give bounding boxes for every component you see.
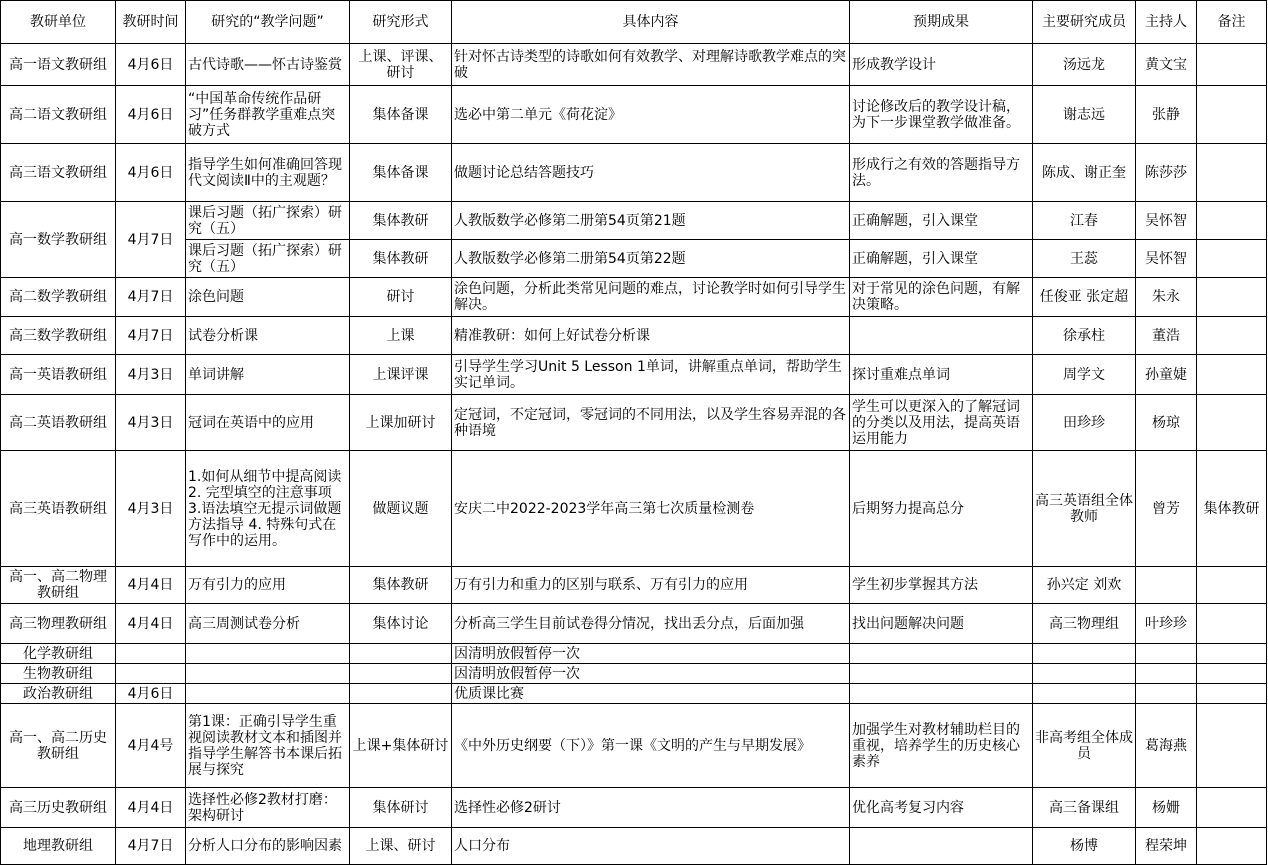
cell-unit: 化学教研组: [1, 644, 116, 664]
cell-unit: 高一语文教研组: [1, 44, 116, 86]
table-row: [1, 684, 1267, 704]
col-header-content: 具体内容: [452, 1, 850, 44]
cell-members: 田珍珍: [1033, 395, 1136, 451]
cell-problem: 1.如何从细节中提高阅读2. 完型填空的注意事项 3.语法填空无提示词做题方法指导 4. 特殊句式在写作中的运用。: [186, 451, 350, 567]
cell-host: [1136, 567, 1197, 604]
table-row: [1, 704, 1267, 788]
cell-problem: [186, 684, 350, 704]
cell-host: 吴怀智: [1136, 240, 1197, 278]
cell-unit: 高二语文教研组: [1, 86, 116, 144]
cell-time: [116, 644, 186, 664]
cell-note: [1197, 317, 1267, 355]
cell-note: [1197, 604, 1267, 644]
cell-content: 引导学生学习Unit 5 Lesson 1单词，讲解重点单词，帮助学生实记单词。: [452, 355, 850, 395]
cell-members: 周学文: [1033, 355, 1136, 395]
cell-result: 形成教学设计: [850, 44, 1033, 86]
cell-note: [1197, 644, 1267, 664]
cell-result: 形成行之有效的答题指导方法。: [850, 144, 1033, 202]
cell-members: 任俊亚 张定超: [1033, 278, 1136, 317]
cell-problem: 第1课：正确引导学生重视阅读教材文本和插图并指导学生解答书本课后拓展与探究: [186, 704, 350, 788]
cell-result: 学生初步掌握其方法: [850, 567, 1033, 604]
cell-time: 4月3日: [116, 355, 186, 395]
cell-problem: 冠词在英语中的应用: [186, 395, 350, 451]
col-header-time: 教研时间: [116, 1, 186, 44]
table-row: [1, 395, 1267, 451]
cell-content: 精准教研：如何上好试卷分析课: [452, 317, 850, 355]
cell-note: [1197, 395, 1267, 451]
cell-host: 董浩: [1136, 317, 1197, 355]
cell-problem: [186, 664, 350, 684]
col-header-form: 研究形式: [350, 1, 452, 44]
cell-form: 研讨: [350, 278, 452, 317]
cell-host: [1136, 644, 1197, 664]
cell-problem: [186, 644, 350, 664]
cell-result: 对于常见的涂色问题，有解决策略。: [850, 278, 1033, 317]
col-header-members: 主要研究成员: [1033, 1, 1136, 44]
cell-note: [1197, 828, 1267, 865]
cell-form: 上课+集体研讨: [350, 704, 452, 788]
cell-members: 徐承柱: [1033, 317, 1136, 355]
cell-host: 叶珍珍: [1136, 604, 1197, 644]
cell-problem: 分析人口分布的影响因素: [186, 828, 350, 865]
col-header-problem: 研究的“教学问题”: [186, 1, 350, 44]
cell-host: 程荣坤: [1136, 828, 1197, 865]
cell-content: 选择性必修2研讨: [452, 788, 850, 828]
cell-host: 杨琼: [1136, 395, 1197, 451]
cell-time: 4月4日: [116, 788, 186, 828]
cell-unit: 高一英语教研组: [1, 355, 116, 395]
cell-content: 《中外历史纲要（下）》第一课《文明的产生与早期发展》: [452, 704, 850, 788]
cell-note: [1197, 355, 1267, 395]
cell-time: 4月6日: [116, 86, 186, 144]
cell-result: 后期努力提高总分: [850, 451, 1033, 567]
cell-content: 人口分布: [452, 828, 850, 865]
cell-members: [1033, 664, 1136, 684]
cell-result: 加强学生对教材辅助栏目的重视，培养学生的历史核心素养: [850, 704, 1033, 788]
cell-form: 上课加研讨: [350, 395, 452, 451]
cell-problem: “中国革命传统作品研习”任务群教学重难点突破方式: [186, 86, 350, 144]
table-row: [1, 144, 1267, 202]
cell-form: [350, 684, 452, 704]
table-row: [1, 278, 1267, 317]
cell-note: [1197, 44, 1267, 86]
cell-time: 4月7日: [116, 828, 186, 865]
table-row: [1, 355, 1267, 395]
cell-note: 集体教研: [1197, 451, 1267, 567]
table-row: [1, 86, 1267, 144]
cell-result: 正确解题，引入课堂: [850, 240, 1033, 278]
cell-content: 涂色问题，分析此类常见问题的难点，讨论教学时如何引导学生解决。: [452, 278, 850, 317]
cell-result: 找出问题解决问题: [850, 604, 1033, 644]
cell-result: [850, 684, 1033, 704]
cell-content: 针对怀古诗类型的诗歌如何有效教学、对理解诗歌教学难点的突破: [452, 44, 850, 86]
header-row: [1, 1, 1267, 44]
col-header-result: 预期成果: [850, 1, 1033, 44]
cell-members: 孙兴定 刘欢: [1033, 567, 1136, 604]
cell-unit: 高二数学教研组: [1, 278, 116, 317]
cell-form: 上课、研讨: [350, 828, 452, 865]
table-row: [1, 644, 1267, 664]
cell-form: 集体教研: [350, 202, 452, 240]
cell-form: 集体研讨: [350, 788, 452, 828]
cell-members: 杨博: [1033, 828, 1136, 865]
cell-note: [1197, 202, 1267, 240]
cell-unit: 高一、高二物理教研组: [1, 567, 116, 604]
cell-note: [1197, 86, 1267, 144]
cell-form: 集体讨论: [350, 604, 452, 644]
cell-problem: 指导学生如何准确回答现代文阅读Ⅱ中的主观题？: [186, 144, 350, 202]
cell-time: 4月7日: [116, 202, 186, 278]
cell-problem: 涂色问题: [186, 278, 350, 317]
cell-time: 4月6日: [116, 684, 186, 704]
cell-result: [850, 828, 1033, 865]
cell-time: [116, 664, 186, 684]
cell-form: 上课: [350, 317, 452, 355]
cell-unit: 高三历史教研组: [1, 788, 116, 828]
cell-problem: 选择性必修2教材打磨：架构研讨: [186, 788, 350, 828]
cell-result: 讨论修改后的教学设计稿，为下一步课堂教学做准备。: [850, 86, 1033, 144]
table-row: [1, 828, 1267, 865]
cell-host: [1136, 664, 1197, 684]
cell-host: 陈莎莎: [1136, 144, 1197, 202]
cell-form: 集体教研: [350, 567, 452, 604]
cell-note: [1197, 704, 1267, 788]
cell-note: [1197, 144, 1267, 202]
cell-content: 分析高三学生目前试卷得分情况，找出丢分点，后面加强: [452, 604, 850, 644]
cell-time: 4月4号: [116, 704, 186, 788]
cell-unit: 地理教研组: [1, 828, 116, 865]
cell-note: [1197, 567, 1267, 604]
cell-result: 优化高考复习内容: [850, 788, 1033, 828]
cell-note: [1197, 684, 1267, 704]
cell-host: 张静: [1136, 86, 1197, 144]
cell-time: 4月7日: [116, 317, 186, 355]
cell-host: 葛海燕: [1136, 704, 1197, 788]
cell-content: 人教版数学必修第二册第54页第22题: [452, 240, 850, 278]
cell-content: 万有引力和重力的区别与联系、万有引力的应用: [452, 567, 850, 604]
table-row: [1, 604, 1267, 644]
cell-members: [1033, 644, 1136, 664]
cell-host: [1136, 684, 1197, 704]
cell-content: 定冠词，不定冠词，零冠词的不同用法，以及学生容易弄混的各种语境: [452, 395, 850, 451]
cell-form: 做题议题: [350, 451, 452, 567]
cell-unit: 高三语文教研组: [1, 144, 116, 202]
cell-unit: 高二英语教研组: [1, 395, 116, 451]
cell-problem: 古代诗歌——怀古诗鉴赏: [186, 44, 350, 86]
table-row: [1, 317, 1267, 355]
cell-unit: 高一、高二历史教研组: [1, 704, 116, 788]
cell-note: [1197, 664, 1267, 684]
table-row: [1, 44, 1267, 86]
table-row: [1, 240, 1267, 278]
cell-host: 曾芳: [1136, 451, 1197, 567]
cell-time: 4月6日: [116, 44, 186, 86]
cell-members: 江春: [1033, 202, 1136, 240]
table-row: [1, 202, 1267, 240]
cell-problem: 课后习题（拓广探索）研究（五）: [186, 202, 350, 240]
cell-content: 安庆二中2022-2023学年高三第七次质量检测卷: [452, 451, 850, 567]
cell-content: 人教版数学必修第二册第54页第21题: [452, 202, 850, 240]
cell-form: 集体备课: [350, 144, 452, 202]
cell-result: [850, 664, 1033, 684]
cell-time: 4月4日: [116, 567, 186, 604]
cell-host: 吴怀智: [1136, 202, 1197, 240]
cell-time: 4月7日: [116, 278, 186, 317]
cell-result: 正确解题，引入课堂: [850, 202, 1033, 240]
cell-members: 高三英语组全体教师: [1033, 451, 1136, 567]
cell-form: 集体备课: [350, 86, 452, 144]
table-row: [1, 451, 1267, 567]
cell-members: 高三物理组: [1033, 604, 1136, 644]
cell-problem: 高三周测试卷分析: [186, 604, 350, 644]
cell-result: 探讨重难点单词: [850, 355, 1033, 395]
cell-members: 陈成、谢正奎: [1033, 144, 1136, 202]
cell-problem: 试卷分析课: [186, 317, 350, 355]
cell-form: 上课评课: [350, 355, 452, 395]
table-row: [1, 788, 1267, 828]
cell-time: 4月6日: [116, 144, 186, 202]
cell-members: [1033, 684, 1136, 704]
cell-content: 因清明放假暂停一次: [452, 664, 850, 684]
cell-form: [350, 664, 452, 684]
cell-members: 非高考组全体成员: [1033, 704, 1136, 788]
cell-problem: 单词讲解: [186, 355, 350, 395]
cell-unit: 政治教研组: [1, 684, 116, 704]
cell-unit: 高三物理教研组: [1, 604, 116, 644]
cell-members: 汤远龙: [1033, 44, 1136, 86]
cell-problem: 万有引力的应用: [186, 567, 350, 604]
table-row: [1, 664, 1267, 684]
cell-result: [850, 317, 1033, 355]
cell-time: 4月4日: [116, 604, 186, 644]
cell-host: 孙童婕: [1136, 355, 1197, 395]
col-header-host: 主持人: [1136, 1, 1197, 44]
cell-host: 黄文宝: [1136, 44, 1197, 86]
cell-problem: 课后习题（拓广探索）研究（五）: [186, 240, 350, 278]
cell-unit: 生物教研组: [1, 664, 116, 684]
col-header-unit: 教研单位: [1, 1, 116, 44]
cell-note: [1197, 240, 1267, 278]
cell-form: 集体教研: [350, 240, 452, 278]
cell-form: [350, 644, 452, 664]
cell-host: 杨姗: [1136, 788, 1197, 828]
cell-form: 上课、评课、研讨: [350, 44, 452, 86]
cell-unit: 高三英语教研组: [1, 451, 116, 567]
cell-content: 选必中第二单元《荷花淀》: [452, 86, 850, 144]
cell-content: 做题讨论总结答题技巧: [452, 144, 850, 202]
cell-result: 学生可以更深入的了解冠词的分类以及用法，提高英语运用能力: [850, 395, 1033, 451]
cell-members: 高三备课组: [1033, 788, 1136, 828]
cell-time: 4月3日: [116, 451, 186, 567]
cell-host: 朱永: [1136, 278, 1197, 317]
cell-note: [1197, 788, 1267, 828]
cell-result: [850, 644, 1033, 664]
cell-content: 因清明放假暂停一次: [452, 644, 850, 664]
col-header-note: 备注: [1197, 1, 1267, 44]
cell-unit: 高一数学教研组: [1, 202, 116, 278]
cell-members: 王蕊: [1033, 240, 1136, 278]
cell-content: 优质课比赛: [452, 684, 850, 704]
table-row: [1, 567, 1267, 604]
cell-members: 谢志远: [1033, 86, 1136, 144]
cell-note: [1197, 278, 1267, 317]
cell-time: 4月3日: [116, 395, 186, 451]
cell-unit: 高三数学教研组: [1, 317, 116, 355]
